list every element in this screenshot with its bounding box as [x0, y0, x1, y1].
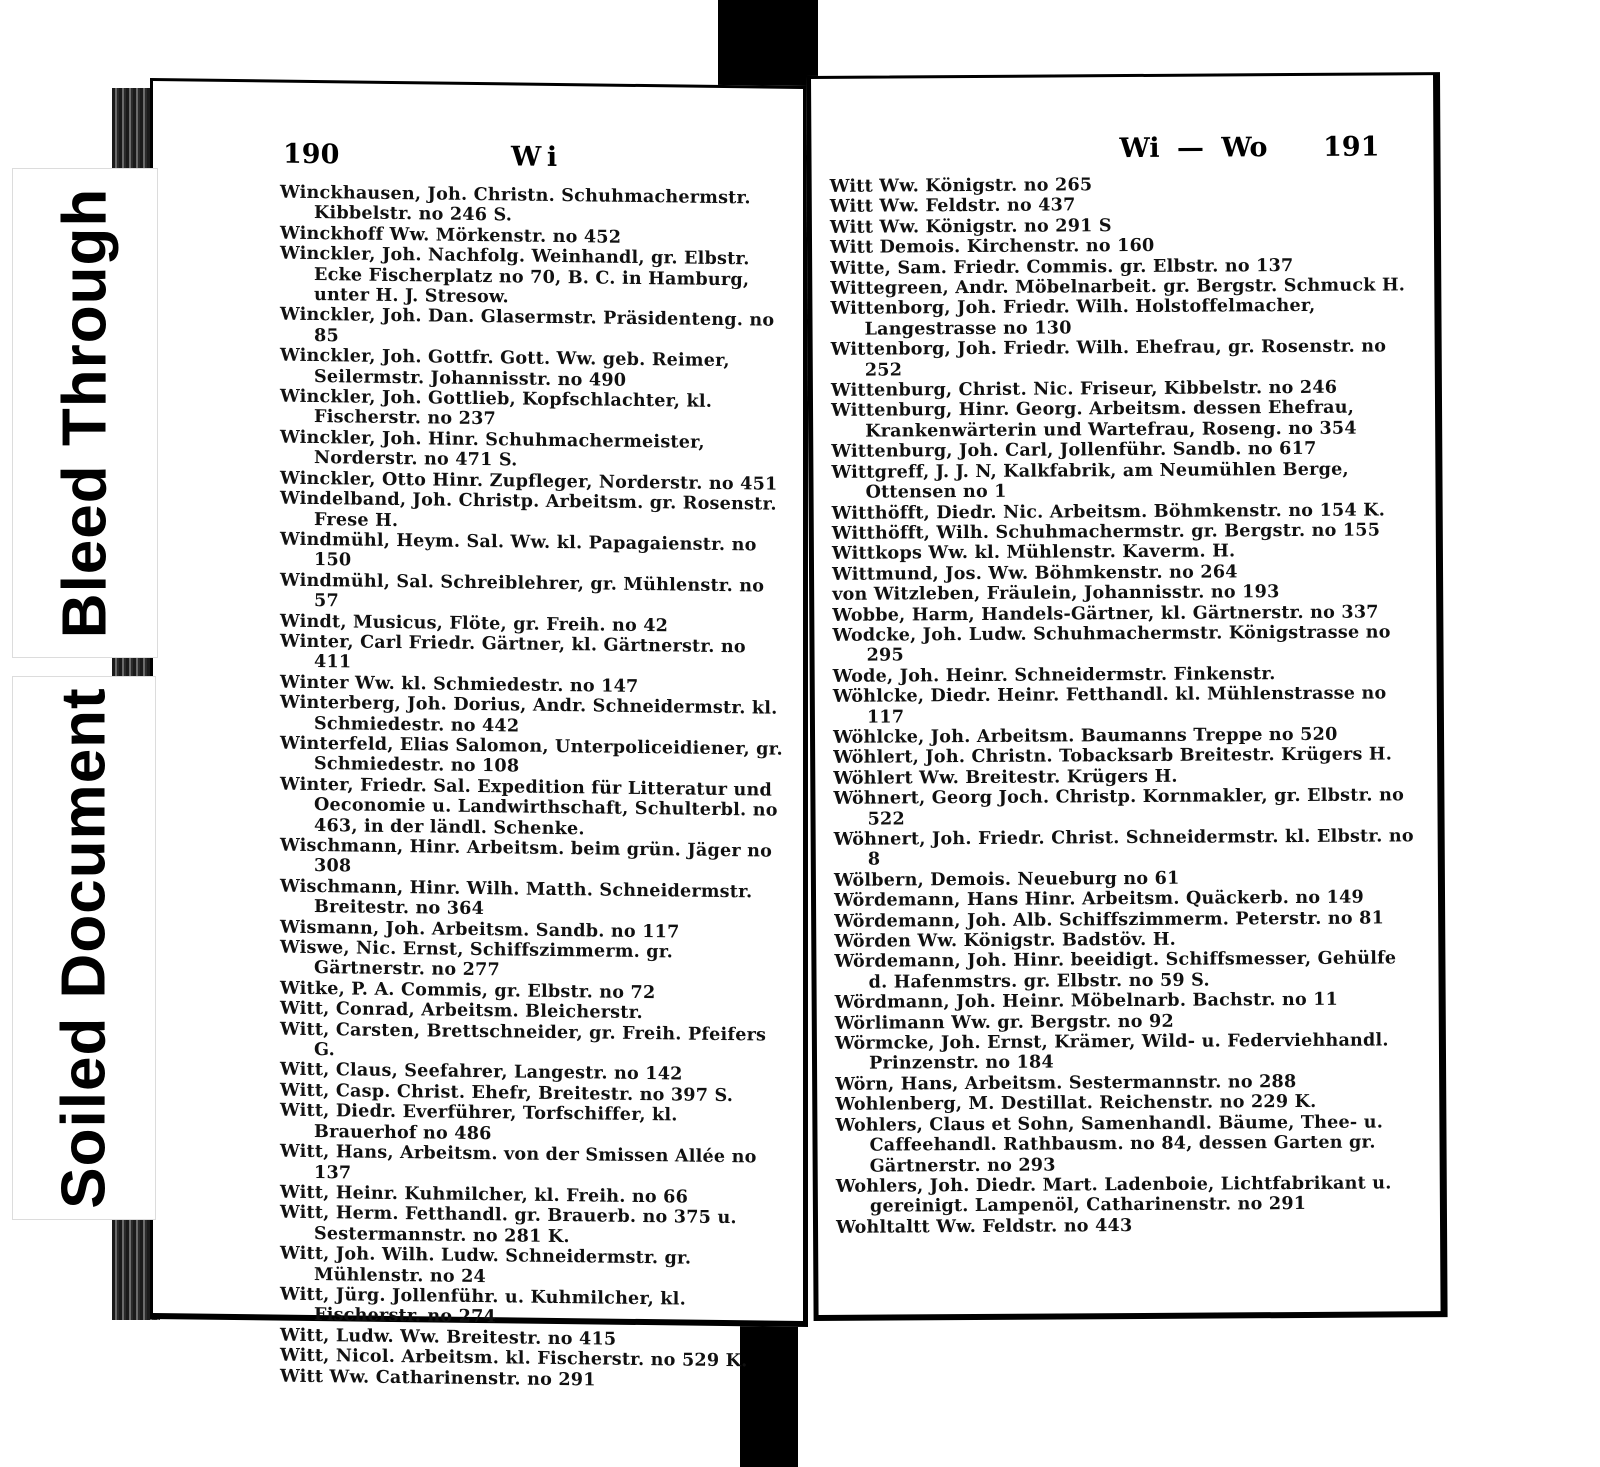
right-page-header	[943, 131, 1403, 174]
directory-entry: Wördemann, Hans Hinr. Arbeitsm. Quäckerb. no 149	[833, 886, 1365, 912]
right-page-entries	[830, 173, 1422, 1238]
directory-entry: Wittenborg, Joh. Friedr. Wilh. Holstoffelmacher, Langestrasse no 130	[830, 295, 1316, 340]
directory-entry: Wittenburg, Hinr. Georg. Arbeitsm. dessen Ehefrau, Krankenwärterin und Wartefrau, Roseng. no 354	[830, 397, 1357, 442]
directory-entry: Wöhlcke, Joh. Arbeitsm. Baumanns Treppe no 520	[832, 723, 1338, 748]
directory-entry: Wittenburg, Christ. Nic. Friseur, Kibbelstr. no 246	[830, 376, 1338, 401]
directory-entry: Witke, P. A. Commis, gr. Elbstr. no 72	[280, 977, 656, 1004]
directory-entry: Witt, Heinr. Kuhmilcher, kl. Freih. no 66	[280, 1181, 689, 1208]
directory-entry: Witt, Jürg. Jollenführ. u. Kuhmilcher, kl. Fischerstr. no 274	[280, 1283, 686, 1328]
left-page-entries	[280, 183, 785, 1393]
directory-entry: Witthöfft, Diedr. Nic. Arbeitsm. Böhmkenstr. no 154 K.	[831, 498, 1386, 524]
directory-entry: Wörden Ww. Königstr. Badstöv. H.	[834, 928, 1177, 952]
directory-entry: Wördmann, Joh. Heinr. Möbelnarb. Bachstr. no 11	[834, 989, 1339, 1014]
directory-entry: Wöhnert, Georg Joch. Christp. Kornmakler, gr. Elbstr. no 522	[833, 784, 1405, 830]
directory-entry: Winckler, Otto Hinr. Zupfleger, Norderstr. no 451	[280, 467, 778, 495]
directory-entry: Wischmann, Hinr. Wilh. Matth. Schneidermstr. Breitestr. no 364	[280, 875, 753, 920]
directory-entry: Witt, Casp. Christ. Ehefr, Breitestr. no 397 S.	[280, 1079, 734, 1106]
soiled-document-label-text: Soiled Document	[49, 687, 119, 1209]
directory-entry: Witt, Ludw. Ww. Breitestr. no 415	[280, 1324, 617, 1350]
directory-entry: Windt, Musicus, Flöte, gr. Freih. no 42	[280, 610, 669, 636]
directory-entry: Wörmcke, Joh. Ernst, Krämer, Wild- u. Federviehhandl. Prinzenstr. no 184	[834, 1029, 1389, 1075]
directory-entry: Witt, Conrad, Arbeitsm. Bleicherstr.	[280, 997, 643, 1024]
right-page	[806, 72, 1448, 1321]
directory-entry: Witthöfft, Wilh. Schuhmachermstr. gr. Bergstr. no 155	[831, 519, 1381, 544]
directory-entry: Witt, Hans, Arbeitsm. von der Smissen Allée no 137	[280, 1140, 757, 1183]
directory-entry: Winckler, Joh. Nachfolg. Weinhandl, gr. Elbstr. Ecke Fischerplatz no 70, B. C. in Hamburg, unter H. J. Stresow.	[280, 242, 750, 308]
directory-entry: Wittenborg, Joh. Friedr. Wilh. Ehefrau, gr. Rosenstr. no 252	[830, 335, 1387, 381]
directory-entry: Windmühl, Heym. Sal. Ww. kl. Papagaienstr. no 150	[280, 528, 757, 571]
directory-entry: Wode, Joh. Heinr. Schneidermstr. Finkenstr.	[832, 662, 1276, 687]
directory-entry: Wittkops Ww. kl. Mühlenstr. Kaverm. H.	[831, 540, 1236, 565]
directory-entry: Wodcke, Joh. Ludw. Schuhmachermstr. Königstrasse no 295	[832, 621, 1391, 666]
directory-entry: Winckler, Joh. Gottfr. Gott. Ww. geb. Reimer, Seilermstr. Johannisstr. no 490	[280, 344, 730, 391]
directory-entry: Winter Ww. kl. Schmiedestr. no 147	[280, 671, 639, 697]
directory-entry: Witt, Joh. Wilh. Ludw. Schneidermstr. gr. Mühlenstr. no 24	[280, 1242, 692, 1287]
directory-entry: Wohlers, Claus et Sohn, Samenhandl. Bäume, Thee- u. Caffeehandl. Rathbausm. no 84, dessen Garten gr. Gärtnerstr. no 293	[835, 1111, 1384, 1177]
directory-entry: Wohlenberg, M. Destillat. Reichenstr. no 229 K.	[835, 1091, 1317, 1116]
directory-entry: Wobbe, Harm, Handels-Gärtner, kl. Gärtnerstr. no 337	[832, 601, 1379, 626]
directory-entry: Witt Demois. Kirchenstr. no 160	[829, 235, 1155, 259]
soiled-document-label	[12, 676, 156, 1220]
directory-entry: Wöhlcke, Diedr. Heinr. Fetthandl. kl. Mühlenstrasse no 117	[832, 682, 1387, 728]
directory-entry: Witt, Diedr. Everführer, Torfschiffer, kl. Brauerhof no 486	[280, 1099, 678, 1144]
directory-entry: Windelband, Joh. Christp. Arbeitsm. gr. Rosenstr. Frese H.	[280, 487, 777, 531]
directory-entry: Wölbern, Demois. Neueburg no 61	[833, 867, 1180, 891]
directory-entry: Wiswe, Nic. Ernst, Schiffszimmerm. gr. Gärtnerstr. no 277	[280, 936, 673, 981]
directory-entry: Winckler, Joh. Gottlieb, Kopfschlachter, kl. Fischerstr. no 237	[280, 385, 713, 430]
left-page-number: 190	[283, 138, 340, 171]
directory-entry: Winter, Friedr. Sal. Expedition für Litteratur und Oeconomie u. Landwirthschaft, Schulterbl. no 463, in der ländl. Schenke.	[280, 773, 778, 839]
directory-entry: Wördemann, Joh. Alb. Schiffszimmerm. Peterstr. no 81	[834, 907, 1385, 932]
directory-entry: Witt, Carsten, Brettschneider, gr. Freih. Pfeifers G.	[280, 1018, 767, 1061]
directory-entry: Wittenburg, Joh. Carl, Jollenführ. Sandb. no 617	[831, 438, 1317, 463]
left-page-header	[283, 139, 773, 185]
directory-entry: Wismann, Joh. Arbeitsm. Sandb. no 117	[280, 916, 680, 943]
directory-entry: Wördemann, Joh. Hinr. beeidigt. Schiffsmesser, Gehülfe d. Hafenmstrs. gr. Elbstr. no 59 S.	[834, 947, 1397, 993]
directory-entry: Wohltaltt Ww. Feldstr. no 443	[835, 1214, 1133, 1238]
directory-entry: Witt Ww. Catharinenstr. no 291	[280, 1365, 596, 1391]
directory-entry: Winckler, Joh. Dan. Glasermstr. Präsidenteng. no 85	[280, 304, 775, 347]
directory-entry: Witt Ww. Königstr. no 265	[829, 174, 1093, 197]
directory-entry: Witt, Claus, Seefahrer, Langestr. no 142	[280, 1059, 683, 1085]
directory-entry: Winckhausen, Joh. Christn. Schuhmachermstr. Kibbelstr. no 246 S.	[280, 181, 751, 226]
left-page	[150, 78, 808, 1391]
right-page-number: 191	[1322, 131, 1380, 163]
directory-entry: Wittegreen, Andr. Möbelnarbeit. gr. Bergstr. Schmuck H.	[830, 274, 1406, 299]
directory-entry: Windmühl, Sal. Schreiblehrer, gr. Mühlenstr. no 57	[280, 569, 765, 612]
directory-entry: Wohlers, Joh. Diedr. Mart. Ladenboie, Lichtfabrikant u. gereinigt. Lampenöl, Catharinenstr. no 291	[835, 1172, 1392, 1217]
bleed-through-label	[12, 168, 158, 658]
directory-entry: Winterfeld, Elias Salomon, Unterpoliceidiener, gr. Schmiedestr. no 108	[280, 732, 783, 777]
directory-entry: von Witzleben, Fräulein, Johannisstr. no 193	[832, 581, 1280, 605]
directory-entry: Wittgreff, J. J. N, Kalkfabrik, am Neumühlen Berge, Ottensen no 1	[831, 458, 1349, 503]
directory-entry: Wöhnert, Joh. Friedr. Christ. Schneidermstr. kl. Elbstr. no 8	[833, 825, 1414, 871]
directory-entry: Wöhlert, Joh. Christn. Tobacksarb Breitestr. Krügers H.	[833, 743, 1393, 769]
directory-entry: Winckler, Joh. Hinr. Schuhmachermeister, Norderstr. no 471 S.	[280, 426, 705, 471]
directory-entry: Witt, Herm. Fetthandl. gr. Brauerb. no 375 u. Sestermannstr. no 281 K.	[280, 1201, 737, 1247]
directory-entry: Wörn, Hans, Arbeitsm. Sestermannstr. no 288	[835, 1070, 1297, 1095]
directory-entry: Winckhoff Ww. Mörkenstr. no 452	[280, 222, 622, 248]
bleed-through-label-text: Bleed Through	[50, 187, 120, 639]
book-spine-top	[718, 0, 818, 90]
directory-entry: Witt Ww. Feldstr. no 437	[829, 194, 1076, 218]
right-page-running-head: Wi — Wo	[1119, 132, 1268, 165]
directory-entry: Wittmund, Jos. Ww. Böhmkenstr. no 264	[831, 561, 1238, 585]
directory-entry: Winterberg, Joh. Dorius, Andr. Schneidermstr. kl. Schmiedestr. no 442	[280, 691, 778, 737]
left-page-running-head: Wi	[511, 141, 564, 174]
directory-entry: Witte, Sam. Friedr. Commis. gr. Elbstr. no 137	[830, 254, 1294, 279]
directory-entry: Witt, Nicol. Arbeitsm. kl. Fischerstr. no 529 K.	[280, 1344, 748, 1372]
directory-entry: Wischmann, Hinr. Arbeitsm. beim grün. Jäger no 308	[280, 834, 773, 877]
directory-entry: Winter, Carl Friedr. Gärtner, kl. Gärtnerstr. no 411	[280, 630, 746, 673]
directory-entry: Witt Ww. Königstr. no 291 S	[829, 214, 1112, 238]
directory-entry: Wöhlert Ww. Breitestr. Krügers H.	[833, 765, 1178, 789]
directory-entry: Wörlimann Ww. gr. Bergstr. no 92	[834, 1010, 1174, 1034]
